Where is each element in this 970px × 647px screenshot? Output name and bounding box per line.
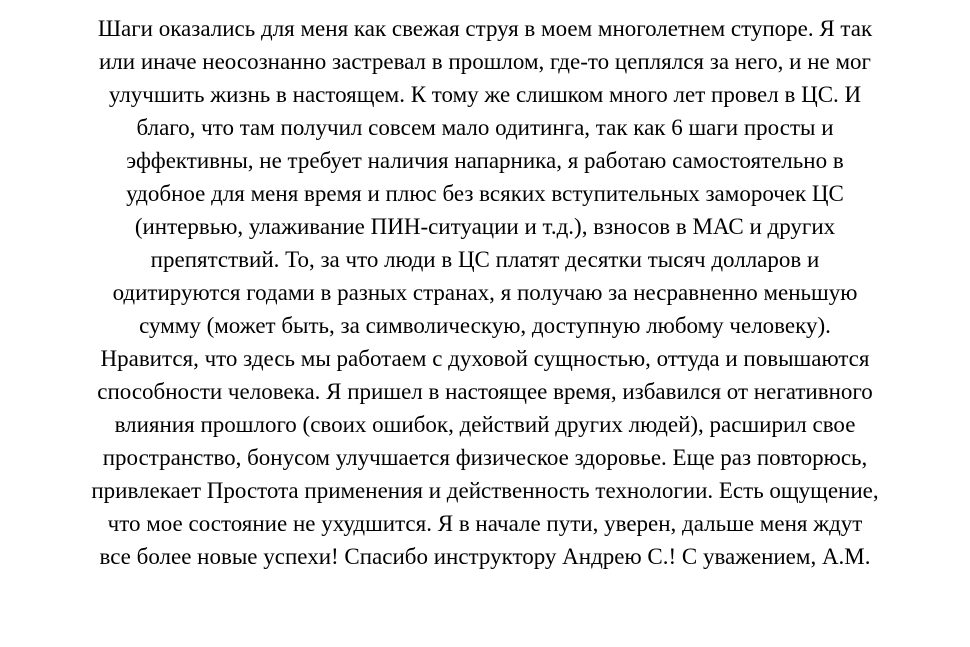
- text-line: что мое состояние не ухудшится. Я в начале пути, уверен, дальше меня ждут: [107, 511, 863, 536]
- text-line: Шаги оказались для меня как свежая струя в моем многолетнем ступоре. Я так: [97, 16, 873, 41]
- text-line: способности человека. Я пришел в настоящее время, избавился от негативного: [97, 379, 873, 404]
- text-line: Нравится, что здесь мы работаем с духовой сущностью, оттуда и повышаются: [100, 346, 870, 371]
- text-line: препятствий. То, за что люди в ЦС платят десятки тысяч долларов и: [150, 247, 820, 272]
- text-line: или иначе неосознанно застревал в прошлом, где-то цеплялся за него, и не мог: [99, 49, 871, 74]
- text-line: пространство, бонусом улучшается физическое здоровье. Еще раз повторюсь,: [102, 445, 868, 470]
- text-line: привлекает Простота применения и действенность технологии. Есть ощущение,: [91, 478, 879, 503]
- text-line: благо, что там получил совсем мало одитинга, так как 6 шаги просты и: [136, 115, 834, 140]
- text-line: влияния прошлого (своих ошибок, действий других людей), расширил свое: [114, 412, 856, 437]
- text-line: сумму (может быть, за символическую, доступную любому человеку).: [139, 313, 831, 338]
- text-line: все более новые успехи! Спасибо инструктору Андрею С.! С уважением, А.М.: [99, 544, 871, 569]
- text-line: одитируются годами в разных странах, я получаю за несравненно меньшую: [112, 280, 858, 305]
- text-line: (интервью, улаживание ПИН-ситуации и т.д.), взносов в МАС и других: [134, 214, 836, 239]
- testimonial-paragraph: [6, 0, 964, 573]
- text-line: удобное для меня время и плюс без всяких вступительных заморочек ЦС: [126, 181, 844, 206]
- text-line: эффективны, не требует наличия напарника, я работаю самостоятельно в: [126, 148, 844, 173]
- text-line: улучшить жизнь в настоящем. К тому же слишком много лет провел в ЦС. И: [108, 82, 862, 107]
